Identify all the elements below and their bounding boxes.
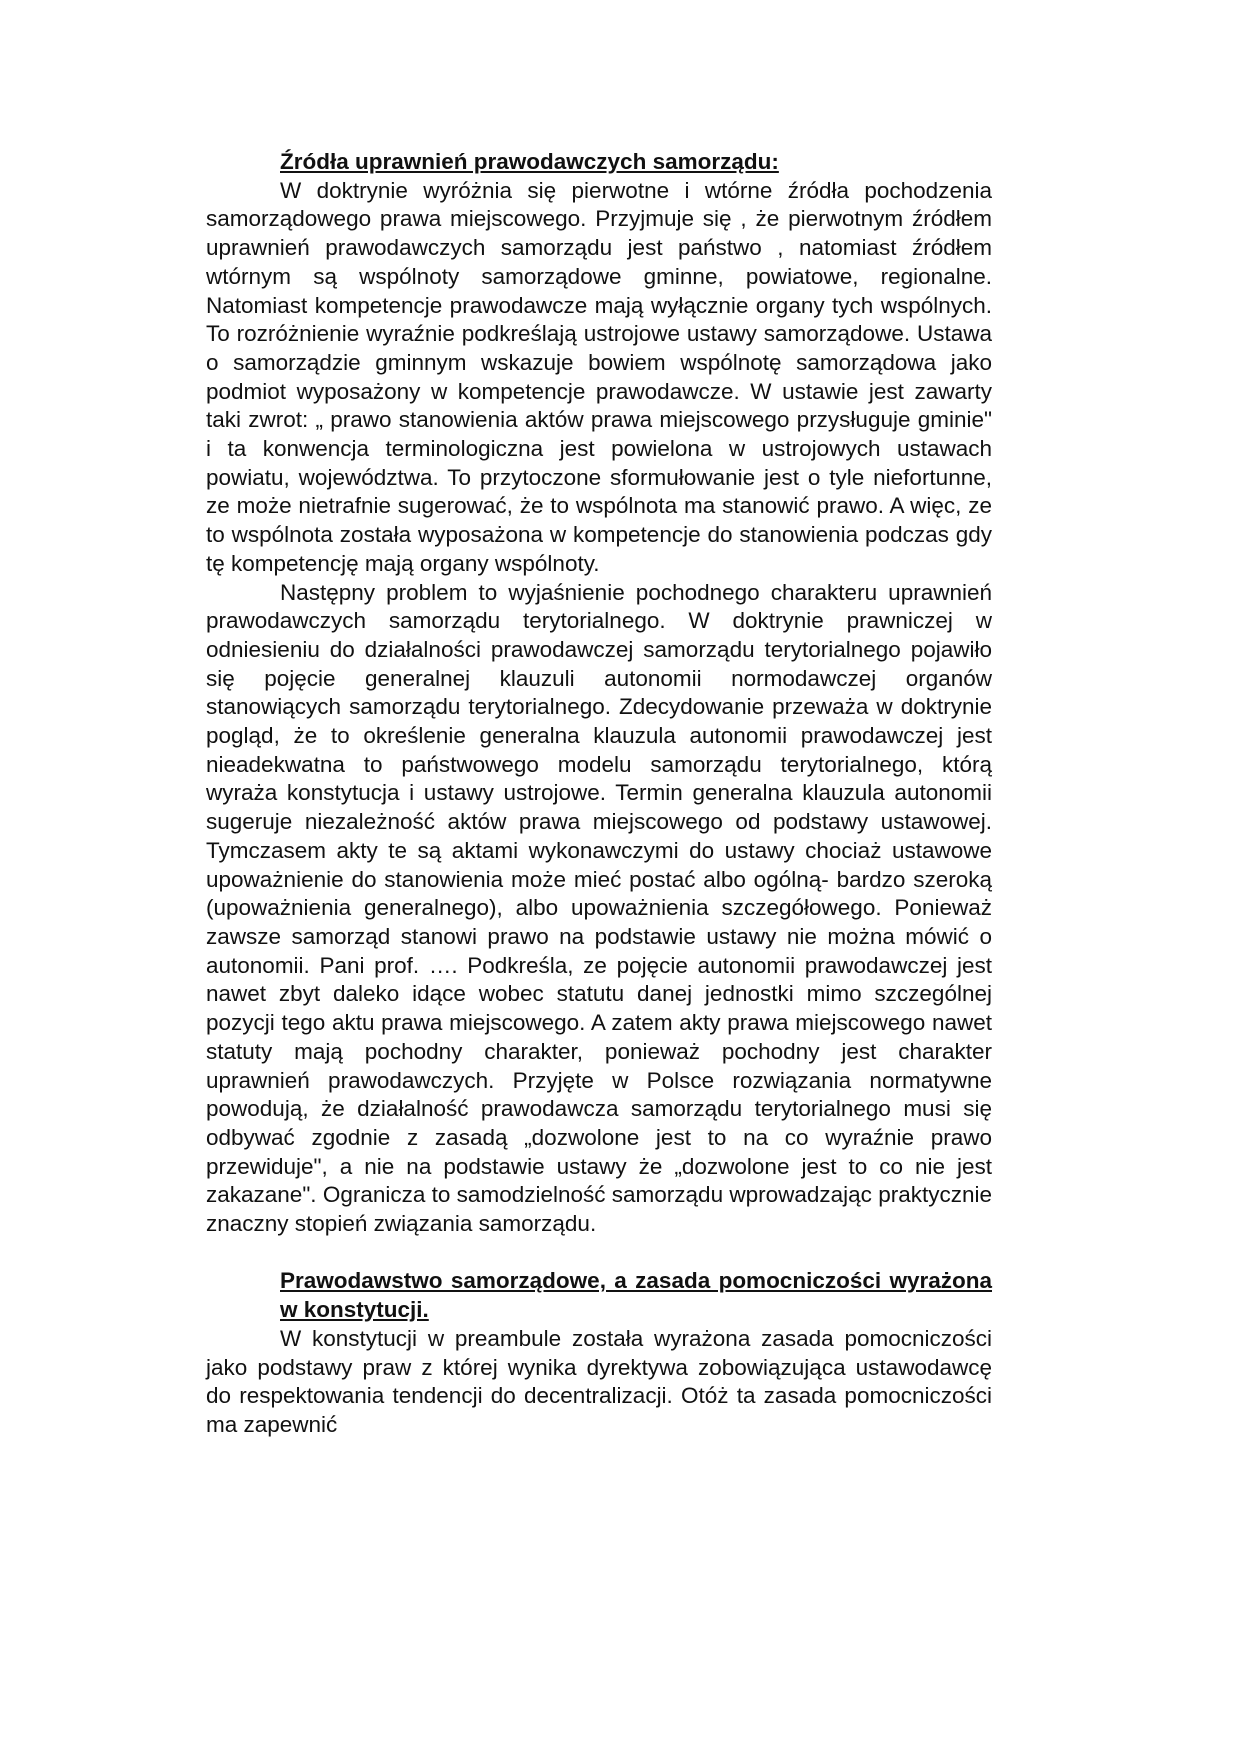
document-page — [206, 148, 992, 1440]
paragraph-primary-secondary-sources: W doktrynie wyróżnia się pierwotne i wtórne źródła pochodzenia samorządowego prawa miejscowego. Przyjmuje się , że pierwotnym źródłem uprawnień prawodawczych samorządu jest państwo , natomiast źródłem wtórnym są wspólnoty samorządowe gminne, powiatowe, regionalne. Natomiast kompetencje prawodawcze mają wyłącznie organy tych wspólnych. To rozróżnienie wyraźnie podkreślają ustrojowe ustawy samorządowe. Ustawa o samorządzie gminnym wskazuje bowiem wspólnotę samorządowa jako podmiot wyposażony w kompetencje prawodawcze. W ustawie jest zawarty taki zwrot: „ prawo stanowienia aktów prawa miejscowego przysługuje gminie" i ta konwencja terminologiczna jest powielona w ustrojowych ustawach powiatu, województwa. To przytoczone sformułowanie jest o tyle niefortunne, ze może nietrafnie sugerować, że to wspólnota ma stanowić prawo. A więc, ze to wspólnota została wyposażona w kompetencje do stanowienia podczas gdy tę kompetencję mają organy wspólnoty. — [206, 177, 992, 576]
paragraph-subsidiarity-principle: W konstytucji w preambule została wyrażona zasada pomocniczości jako podstawy praw z której wynika dyrektywa zobowiązująca ustawodawcę do respektowania tendencji do decentralizacji. Otóż ta zasada pomocniczości ma zapewnić — [206, 1325, 992, 1437]
section-spacer — [206, 1239, 992, 1268]
section-heading-subsidiarity: Prawodawstwo samorządowe, a zasada pomocniczości wyrażona w konstytucji. — [280, 1268, 992, 1323]
section-heading-sources: Źródła uprawnień prawodawczych samorządu: — [280, 149, 779, 174]
paragraph-derivative-character: Następny problem to wyjaśnienie pochodnego charakteru uprawnień prawodawczych samorządu terytorialnego. W doktrynie prawniczej w odniesieniu do działalności prawodawczej samorządu terytorialnego pojawiło się pojęcie generalnej klauzuli autonomii normodawczej organów stanowiących samorządu terytorialnego. Zdecydowanie przeważa w doktrynie pogląd, że to określenie generalna klauzula autonomii prawodawczej jest nieadekwatna to państwowego modelu samorządu terytorialnego, którą wyraża konstytucja i ustawy ustrojowe. Termin generalna klauzula autonomii sugeruje niezależność aktów prawa miejscowego od podstawy ustawowej. Tymczasem akty te są aktami wykonawczymi do ustawy chociaż ustawowe upoważnienie do stanowienia może mieć postać albo ogólną- bardzo szeroką (upoważnienia generalnego), albo upoważnienia szczegółowego. Ponieważ zawsze samorząd stanowi prawo na podstawie ustawy nie można mówić o autonomii. Pani prof. …. Podkreśla, ze pojęcie autonomii prawodawczej jest nawet zbyt daleko idące wobec statutu danej jednostki mimo szczególnej pozycji tego aktu prawa miejscowego. A zatem akty prawa miejscowego nawet statuty mają pochodny charakter, ponieważ pochodny jest charakter uprawnień prawodawczych. Przyjęte w Polsce rozwiązania normatywne powodują, że działalność prawodawcza samorządu terytorialnego musi się odbywać zgodnie z zasadą „dozwolone jest to na co wyraźnie prawo przewiduje", a nie na podstawie ustawy że „dozwolone jest to co nie jest zakazane". Ogranicza to samodzielność samorządu wprowadzając praktycznie znaczny stopień związania samorządu. — [206, 579, 992, 1237]
